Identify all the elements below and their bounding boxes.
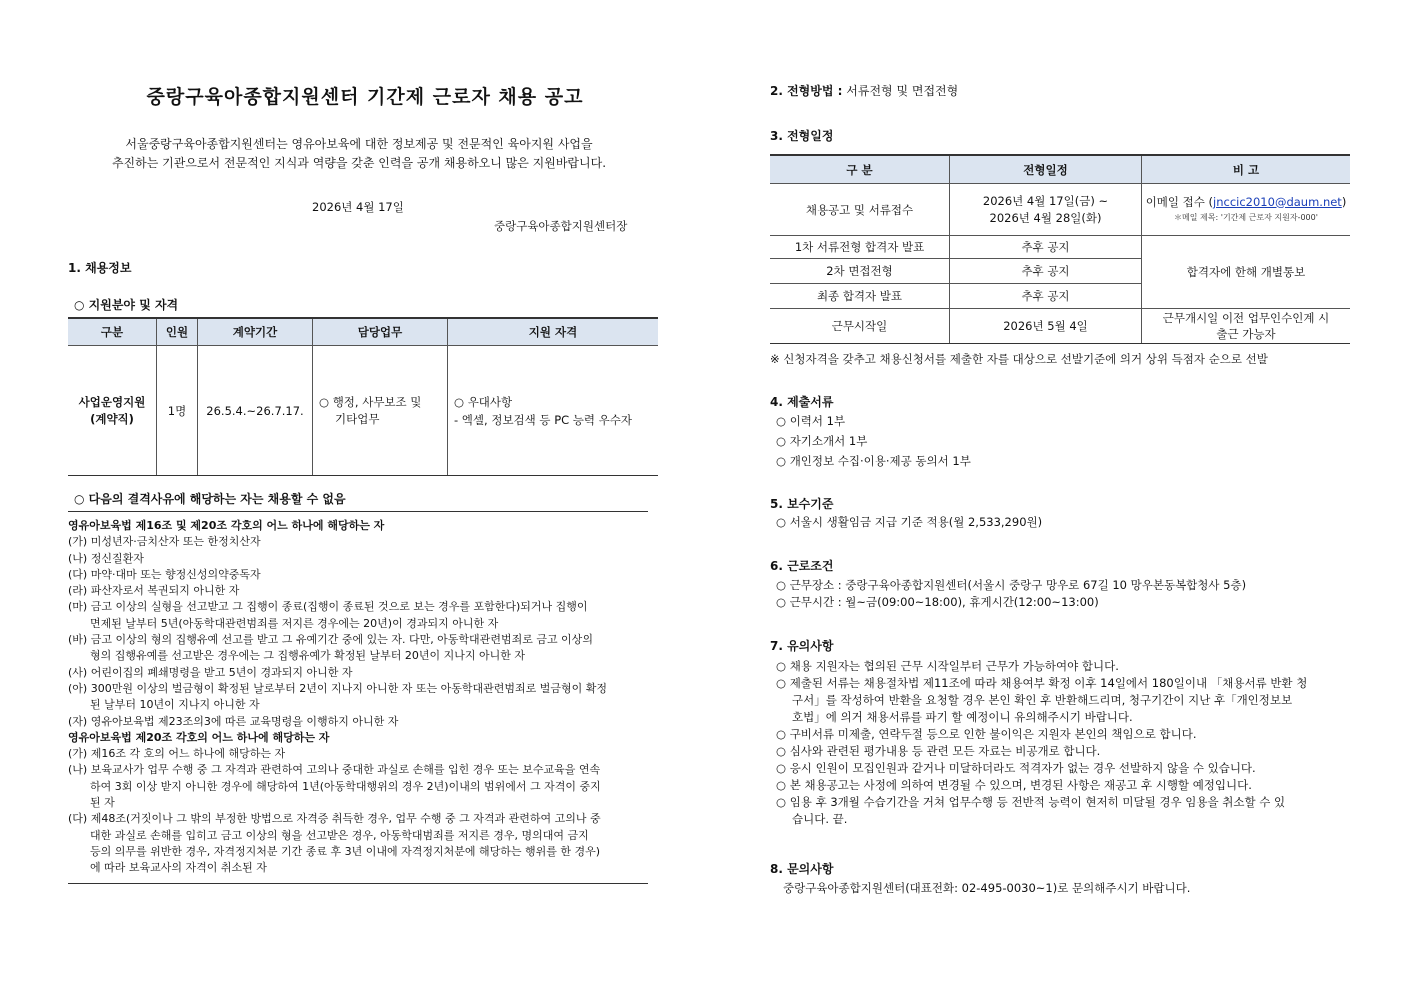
row-label: 1차 서류전형 합격자 발표: [770, 236, 950, 259]
list-item: ○ 자기소개서 1부: [776, 434, 868, 448]
section-6-list: [776, 577, 1246, 611]
schedule-footnote: ※ 신청자격을 갖추고 채용신청서를 제출한 자를 대상으로 선발기준에 의거 상위 득점자 순으로 선발: [770, 352, 1268, 366]
period-cell: 26.5.4.~26.7.17.: [198, 346, 313, 476]
qualification-cell: [448, 346, 659, 476]
law-heading: 영유아보육법 제16조 및 제20조 각호의 어느 하나에 해당하는 자: [68, 519, 385, 532]
section-5-heading: 5. 보수기준: [770, 497, 834, 511]
section-4-heading: 4. 제출서류: [770, 395, 834, 409]
qualification-line-2: - 엑셀, 정보검색 등 PC 능력 우수자: [454, 412, 633, 427]
list-item: 면제된 날부터 5년(아동학대관련범죄를 저지른 경우에는 20년)이 경과되지 아니한 자: [90, 616, 499, 630]
email-suffix: ): [1341, 194, 1347, 209]
list-item: 습니다. 끝.: [792, 812, 848, 826]
col-header-category: 구 분: [770, 155, 950, 184]
section-1-sub-heading: ○ 지원분야 및 자격: [74, 298, 179, 312]
list-item: 등의 의무를 위반한 경우, 자격정지처분 기간 종료 후 3년 이내에 자격정지처분에 해당하는 행위를 한 경우): [90, 844, 601, 858]
col-header-duty: 담당업무: [313, 318, 448, 346]
merged-note: 합격자에 한해 개별통보: [1142, 236, 1351, 309]
row-label: 2차 면접전형: [770, 259, 950, 284]
issuer: 중랑구육아종합지원센터장: [494, 219, 628, 233]
list-item: 된 날부터 10년이 지나지 아니한 자: [90, 698, 260, 712]
list-item: ○ 응시 인원이 모집인원과 같거나 미달하더라도 적격자가 없는 경우 선발하지 않을 수 있습니다.: [776, 761, 1256, 775]
list-item: (다) 마약·대마 또는 향정신성의약중독자: [68, 567, 261, 581]
table-row: [770, 184, 1350, 236]
col-header-note: 비 고: [1142, 155, 1351, 184]
email-note: [1142, 194, 1350, 210]
list-item: (라) 파산자로서 복권되지 아니한 자: [68, 584, 240, 598]
disqualification-heading: ○ 다음의 결격사유에 해당하는 자는 채용할 수 없음: [74, 492, 346, 506]
section-2-text: 서류전형 및 면접전형: [846, 84, 959, 98]
list-item: 에 따라 보육교사의 자격이 취소된 자: [90, 861, 267, 875]
qualification-line-1: ○ 우대사항: [454, 394, 513, 409]
list-item: (다) 제48조(거짓이나 그 밖의 부정한 방법으로 자격증 취득한 경우, 업무 수행 중 그 자격과 관련하여 고의나 중: [68, 812, 601, 826]
field-cell: [68, 346, 157, 476]
section-2: [770, 82, 958, 99]
col-header-schedule: 전형일정: [950, 155, 1142, 184]
duty-line-2: 기타업무: [335, 411, 380, 426]
list-item: ○ 임용 후 3개월 수습기간을 거쳐 업무수행 등 전반적 능력이 현저히 미달될 경우 임용을 취소할 수 있: [776, 795, 1286, 809]
list-item: ○ 심사와 관련된 평가내용 등 관련 모든 자료는 비공개로 합니다.: [776, 744, 1101, 758]
section-1-heading: 1. 채용정보: [68, 261, 132, 275]
date-end: 2026년 4월 28일(화): [989, 210, 1102, 225]
list-item: ○ 제출된 서류는 채용절차법 제11조에 따라 채용여부 확정 이후 14일에서 180일이내 「채용서류 반환 청: [776, 676, 1308, 690]
row-label: 채용공고 및 서류접수: [770, 184, 950, 236]
table-row: [770, 236, 1350, 259]
list-item: 하여 3회 이상 받지 아니한 경우에 해당하여 1년(아동학대행위의 경우 2년)이내의 범위에서 그 자격이 중지: [90, 779, 601, 793]
row-date: 추후 공지: [950, 236, 1142, 259]
col-header-category: 구분: [68, 318, 157, 346]
list-item: ○ 본 채용공고는 사정에 의하여 변경될 수 있으며, 변경된 사항은 재공고 후 시행할 예정입니다.: [776, 778, 1252, 792]
list-item: ○ 개인정보 수집·이용·제공 동의서 1부: [776, 454, 971, 468]
list-item: (나) 정신질환자: [68, 551, 144, 565]
list-item: (가) 제16조 각 호의 어느 하나에 해당하는 자: [68, 747, 286, 761]
list-item: (마) 금고 이상의 실형을 선고받고 그 집행이 종료(집행이 종료된 것으로 보는 경우를 포함한다)되거나 집행이: [68, 600, 588, 614]
section-7-heading: 7. 유의사항: [770, 639, 834, 653]
list-item: 형의 집행유예를 선고받은 경우에는 그 집행유예가 확정된 날부터 20년이 지나지 아니한 자: [90, 649, 525, 663]
list-item: (가) 미성년자·금치산자 또는 한정치산자: [68, 535, 261, 549]
col-header-headcount: 인원: [157, 318, 198, 346]
col-header-period: 계약기간: [198, 318, 313, 346]
list-item: 대한 과실로 손해를 입히고 금고 이상의 형을 선고받은 경우, 아동학대범죄를 저지른 경우, 명의대여 금지: [90, 828, 589, 842]
list-item: 된 자: [90, 796, 115, 810]
recruitment-table: [68, 317, 658, 476]
page-title: 중랑구육아종합지원센터 기간제 근로자 채용 공고: [146, 86, 584, 108]
disqualification-list: [68, 511, 648, 884]
schedule-table: [770, 154, 1350, 344]
section-7-list: [776, 658, 1307, 828]
list-item: 구서」를 작성하여 반환을 요청할 경우 본인 확인 후 반환해드리며, 청구기간이 지난 후「개인정보보: [792, 693, 1293, 707]
section-2-heading: 2. 전형방법 :: [770, 84, 843, 98]
table-row: [68, 346, 658, 476]
list-item: ○ 채용 지원자는 협의된 근무 시작일부터 근무가 가능하여야 합니다.: [776, 659, 1119, 673]
list-item: (자) 영유아보육법 제23조의3에 따른 교육명령을 이행하지 아니한 자: [68, 714, 399, 728]
col-header-qualification: 지원 자격: [448, 318, 659, 346]
list-item: ○ 근무시간 : 월~금(09:00~18:00), 휴게시간(12:00~13:00): [776, 595, 1099, 609]
list-item: (나) 보육교사가 업무 수행 중 그 자격과 관련하여 고의나 중대한 과실로 손해를 입힌 경우 또는 보수교육을 연속: [68, 763, 601, 777]
intro-line-2: 추진하는 기관으로서 전문적인 지식과 역량을 갖춘 인력을 공개 채용하오니 많은 지원바랍니다.: [111, 156, 607, 170]
row-label: 근무시작일: [770, 309, 950, 344]
section-4-list: [776, 411, 971, 471]
section-6-heading: 6. 근로조건: [770, 559, 834, 573]
duty-line-1: ○ 행정, 사무보조 및: [319, 394, 422, 409]
note-line-2: 출근 가능자: [1216, 327, 1276, 341]
list-item: (아) 300만원 이상의 벌금형이 확정된 날로부터 2년이 지나지 아니한 자 또는 아동학대관련범죄로 벌금형이 확정: [68, 681, 607, 695]
list-item: 호법」에 의거 채용서류를 파기 할 예정이니 유의해주시기 바랍니다.: [792, 710, 1133, 724]
table-header-row: [770, 155, 1350, 184]
duty-cell: [313, 346, 448, 476]
email-subject-note: ＊메일 제목: '기간제 근로자 지원자-000': [1174, 212, 1318, 222]
row-note: [1142, 184, 1351, 236]
list-item: (바) 금고 이상의 형의 집행유예 선고를 받고 그 유예기간 중에 있는 자. 다만, 아동학대관련범죄로 금고 이상의: [68, 633, 593, 647]
date-start: 2026년 4월 17일(금) ~: [982, 193, 1109, 208]
row-date: 2026년 5월 4일: [950, 309, 1142, 344]
table-header-row: [68, 318, 658, 346]
contact-info: 중랑구육아종합지원센터(대표전화: 02-495-0030~1)로 문의해주시기 바랍니다.: [783, 881, 1191, 895]
row-label: 최종 합격자 발표: [770, 284, 950, 309]
email-prefix: 이메일 접수 (: [1145, 194, 1214, 209]
list-item: (사) 어린이집의 폐쇄명령을 받고 5년이 경과되지 아니한 자: [68, 665, 353, 679]
announcement-date: 2026년 4월 17일: [312, 200, 404, 214]
table-row: [770, 309, 1350, 344]
section-8-heading: 8. 문의사항: [770, 862, 834, 876]
field-type: (계약직): [90, 411, 134, 426]
row-note: [1142, 309, 1351, 344]
row-date: 추후 공지: [950, 259, 1142, 284]
list-item: ○ 이력서 1부: [776, 414, 846, 428]
row-date: 추후 공지: [950, 284, 1142, 309]
list-item: ○ 서울시 생활임금 지급 기준 적용(월 2,533,290원): [776, 515, 1043, 529]
field-name: 사업운영지원: [78, 394, 146, 409]
email-link[interactable]: jnccic2010@daum.net: [1213, 194, 1342, 209]
law-heading: 영유아보육법 제20조 각호의 어느 하나에 해당하는 자: [68, 730, 330, 744]
note-line-1: 근무개시일 이전 업무인수인계 시: [1162, 311, 1330, 325]
row-date: [950, 184, 1142, 236]
list-item: ○ 구비서류 미제출, 연락두절 등으로 인한 불이익은 지원자 본인의 책임으로 합니다.: [776, 727, 1197, 741]
headcount-cell: 1명: [157, 346, 198, 476]
list-item: ○ 근무장소 : 중랑구육아종합지원센터(서울시 중랑구 망우로 67길 10 망우본동복합청사 5층): [776, 578, 1247, 592]
section-3-heading: 3. 전형일정: [770, 129, 834, 143]
intro-line-1: 서울중랑구육아종합지원센터는 영유아보육에 대한 정보제공 및 전문적인 육아지원 사업을: [125, 137, 593, 151]
